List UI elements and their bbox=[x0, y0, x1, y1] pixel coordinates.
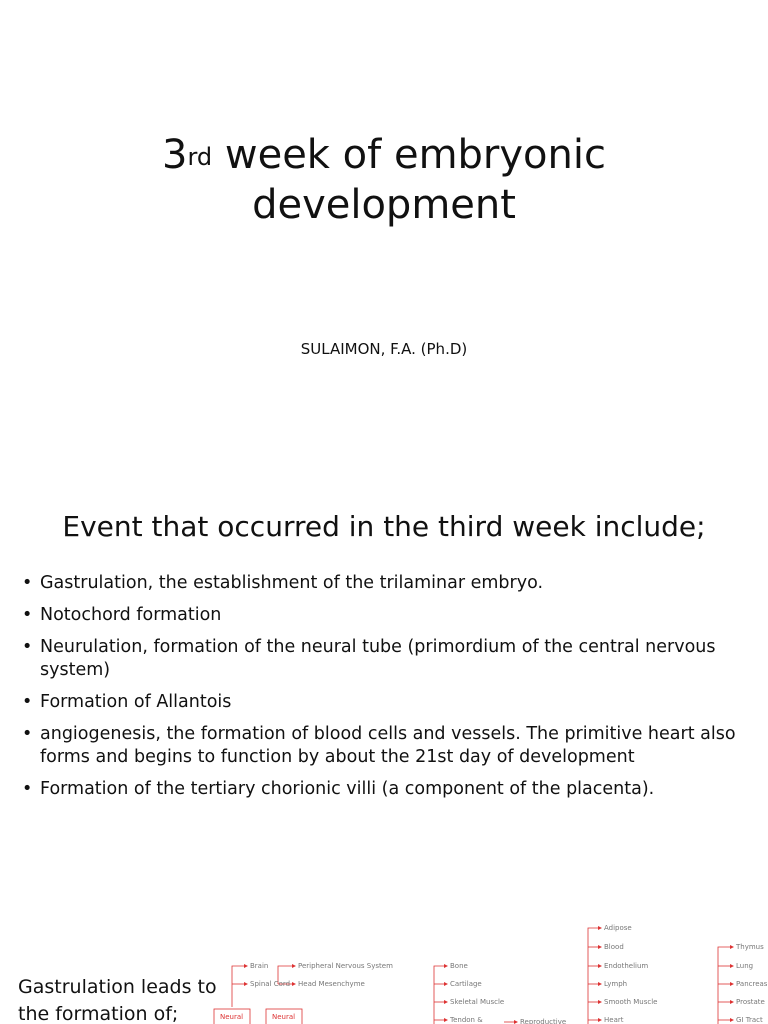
events-list bbox=[22, 572, 738, 810]
peripheral-ns-label: Peripheral Nervous System bbox=[298, 962, 393, 970]
skeletal-muscle-label: Skeletal Muscle bbox=[450, 998, 505, 1006]
pancreas-label: Pancreas bbox=[736, 980, 768, 988]
brain-label: Brain bbox=[250, 962, 269, 970]
events-slide bbox=[0, 432, 768, 910]
reproductive-label: Reproductive bbox=[520, 1018, 567, 1024]
tendon-label: Tendon & bbox=[450, 1016, 483, 1024]
gastrulation-text: Gastrulation leads to the formation of; bbox=[18, 976, 217, 1024]
germ-layer-flowchart bbox=[0, 910, 768, 1024]
title-line-2: development bbox=[252, 182, 516, 228]
adipose-label: Adipose bbox=[604, 924, 632, 932]
endothelium-label: Endothelium bbox=[604, 962, 649, 970]
heart-label: Heart bbox=[604, 1016, 624, 1024]
title-slide bbox=[0, 0, 768, 432]
list-item: • angiogenesis, the formation of blood cells and vessels. The primitive heart also forms and begins to function by about the 21st day of development bbox=[22, 723, 738, 769]
author-name: SULAIMON, F.A. (Ph.D) bbox=[300, 340, 468, 358]
head-mesenchyme-label: Head Mesenchyme bbox=[298, 980, 365, 988]
blood-label: Blood bbox=[604, 943, 624, 951]
list-item: • Notochord formation bbox=[22, 604, 738, 627]
title-text: week of embryonic bbox=[212, 132, 606, 178]
bone-label: Bone bbox=[450, 962, 468, 970]
gi-tract-label: GI Tract bbox=[736, 1016, 763, 1024]
cartilage-label: Cartilage bbox=[450, 980, 482, 988]
neural-crest-label: Neural bbox=[272, 1013, 296, 1021]
spinal-cord-label: Spinal Cord bbox=[250, 980, 291, 988]
lymph-label: Lymph bbox=[604, 980, 628, 988]
list-item: • Gastrulation, the establishment of the trilaminar embryo. bbox=[22, 572, 738, 595]
list-item: • Formation of the tertiary chorionic villi (a component of the placenta). bbox=[22, 778, 738, 801]
list-item: • Neurulation, formation of the neural tube (primordium of the central nervous system) bbox=[22, 636, 738, 682]
title-superscript: rd bbox=[187, 143, 213, 171]
title-number: 3 bbox=[162, 132, 188, 178]
lung-label: Lung bbox=[736, 962, 754, 970]
slide-title bbox=[0, 130, 768, 230]
gastrulation-slide bbox=[0, 910, 768, 1024]
neural-tube-label: Neural bbox=[220, 1013, 244, 1021]
smooth-muscle-label: Smooth Muscle bbox=[604, 998, 658, 1006]
thymus-label: Thymus bbox=[736, 943, 764, 951]
events-heading: Event that occurred in the third week include; bbox=[62, 510, 706, 543]
prostate-label: Prostate bbox=[736, 998, 765, 1006]
list-item: • Formation of Allantois bbox=[22, 691, 738, 714]
